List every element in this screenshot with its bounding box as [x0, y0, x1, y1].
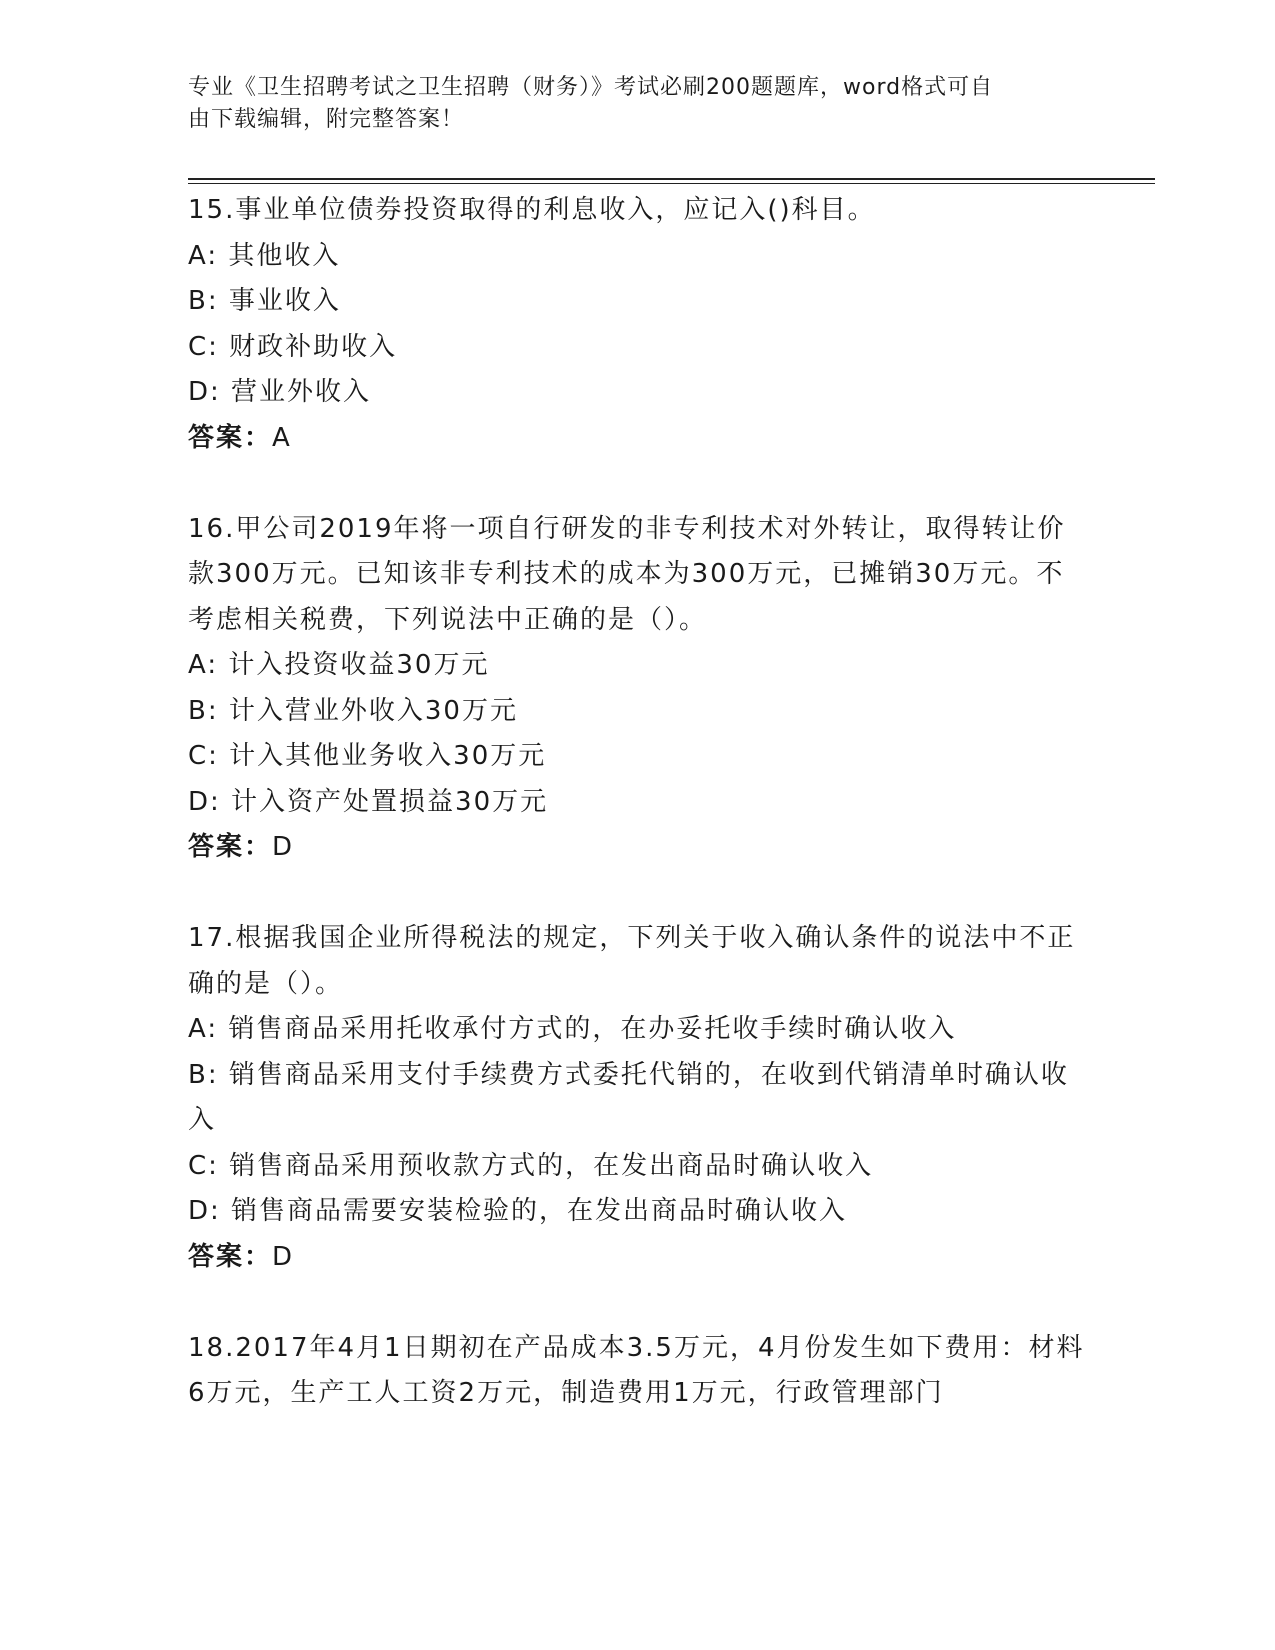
- option-d: D: 计入资产处置损益30万元: [188, 786, 549, 817]
- document-header: 专业《卫生招聘考试之卫生招聘（财务）》考试必刷200题题库，word格式可自 由下载编辑，附完整答案！: [188, 75, 994, 132]
- option-c: C: 计入其他业务收入30万元: [188, 741, 547, 771]
- question-list: [188, 188, 1088, 1417]
- header-divider-thin: [188, 183, 1155, 184]
- question-stem: 16.甲公司2019年将一项自行研发的非专利技术对外转让，取得转让价款300万元。已知该非专利技术的成本为300万元，已摊销30万元。不考虑相关税费，下列说法中正确的是（）。: [188, 513, 1066, 635]
- answer-line: [188, 1235, 1088, 1281]
- question-15: [188, 188, 1088, 461]
- answer-label: 答案：: [188, 1241, 273, 1272]
- answer-line: [188, 825, 1088, 871]
- answer-line: [188, 416, 1088, 462]
- answer-value: A: [272, 422, 292, 453]
- answer-label: 答案：: [188, 832, 273, 862]
- option-a: A: 计入投资收益30万元: [188, 650, 490, 680]
- option-d: D: 营业外收入: [188, 377, 372, 407]
- question-16: [188, 507, 1088, 871]
- answer-label: 答案：: [188, 422, 273, 453]
- option-b: B: 计入营业外收入30万元: [188, 695, 518, 726]
- question-stem: 18.2017年4月1日期初在产品成本3.5万元，4月份发生如下费用：材料6万元，生产工人工资2万元，制造费用1万元，行政管理部门: [188, 1332, 1085, 1408]
- option-b: B: 事业收入: [188, 286, 341, 316]
- answer-value: D: [272, 832, 295, 862]
- option-b: B: 销售商品采用支付手续费方式委托代销的，在收到代销清单时确认收入: [188, 1059, 1069, 1135]
- option-c: C: 财政补助收入: [188, 331, 398, 362]
- header-divider-thick: [188, 178, 1155, 180]
- question-18: [188, 1326, 1088, 1417]
- option-d: D: 销售商品需要安装检验的，在发出商品时确认收入: [188, 1196, 848, 1226]
- option-c: C: 销售商品采用预收款方式的，在发出商品时确认收入: [188, 1150, 874, 1181]
- answer-value: D: [272, 1241, 295, 1272]
- question-stem: 15.事业单位债券投资取得的利息收入，应记入()科目。: [188, 195, 876, 225]
- question-stem: 17.根据我国企业所得税法的规定，下列关于收入确认条件的说法中不正确的是（）。: [188, 923, 1076, 999]
- option-a: A: 其他收入: [188, 240, 341, 271]
- question-17: [188, 916, 1088, 1280]
- option-a: A: 销售商品采用托收承付方式的，在办妥托收手续时确认收入: [188, 1014, 957, 1044]
